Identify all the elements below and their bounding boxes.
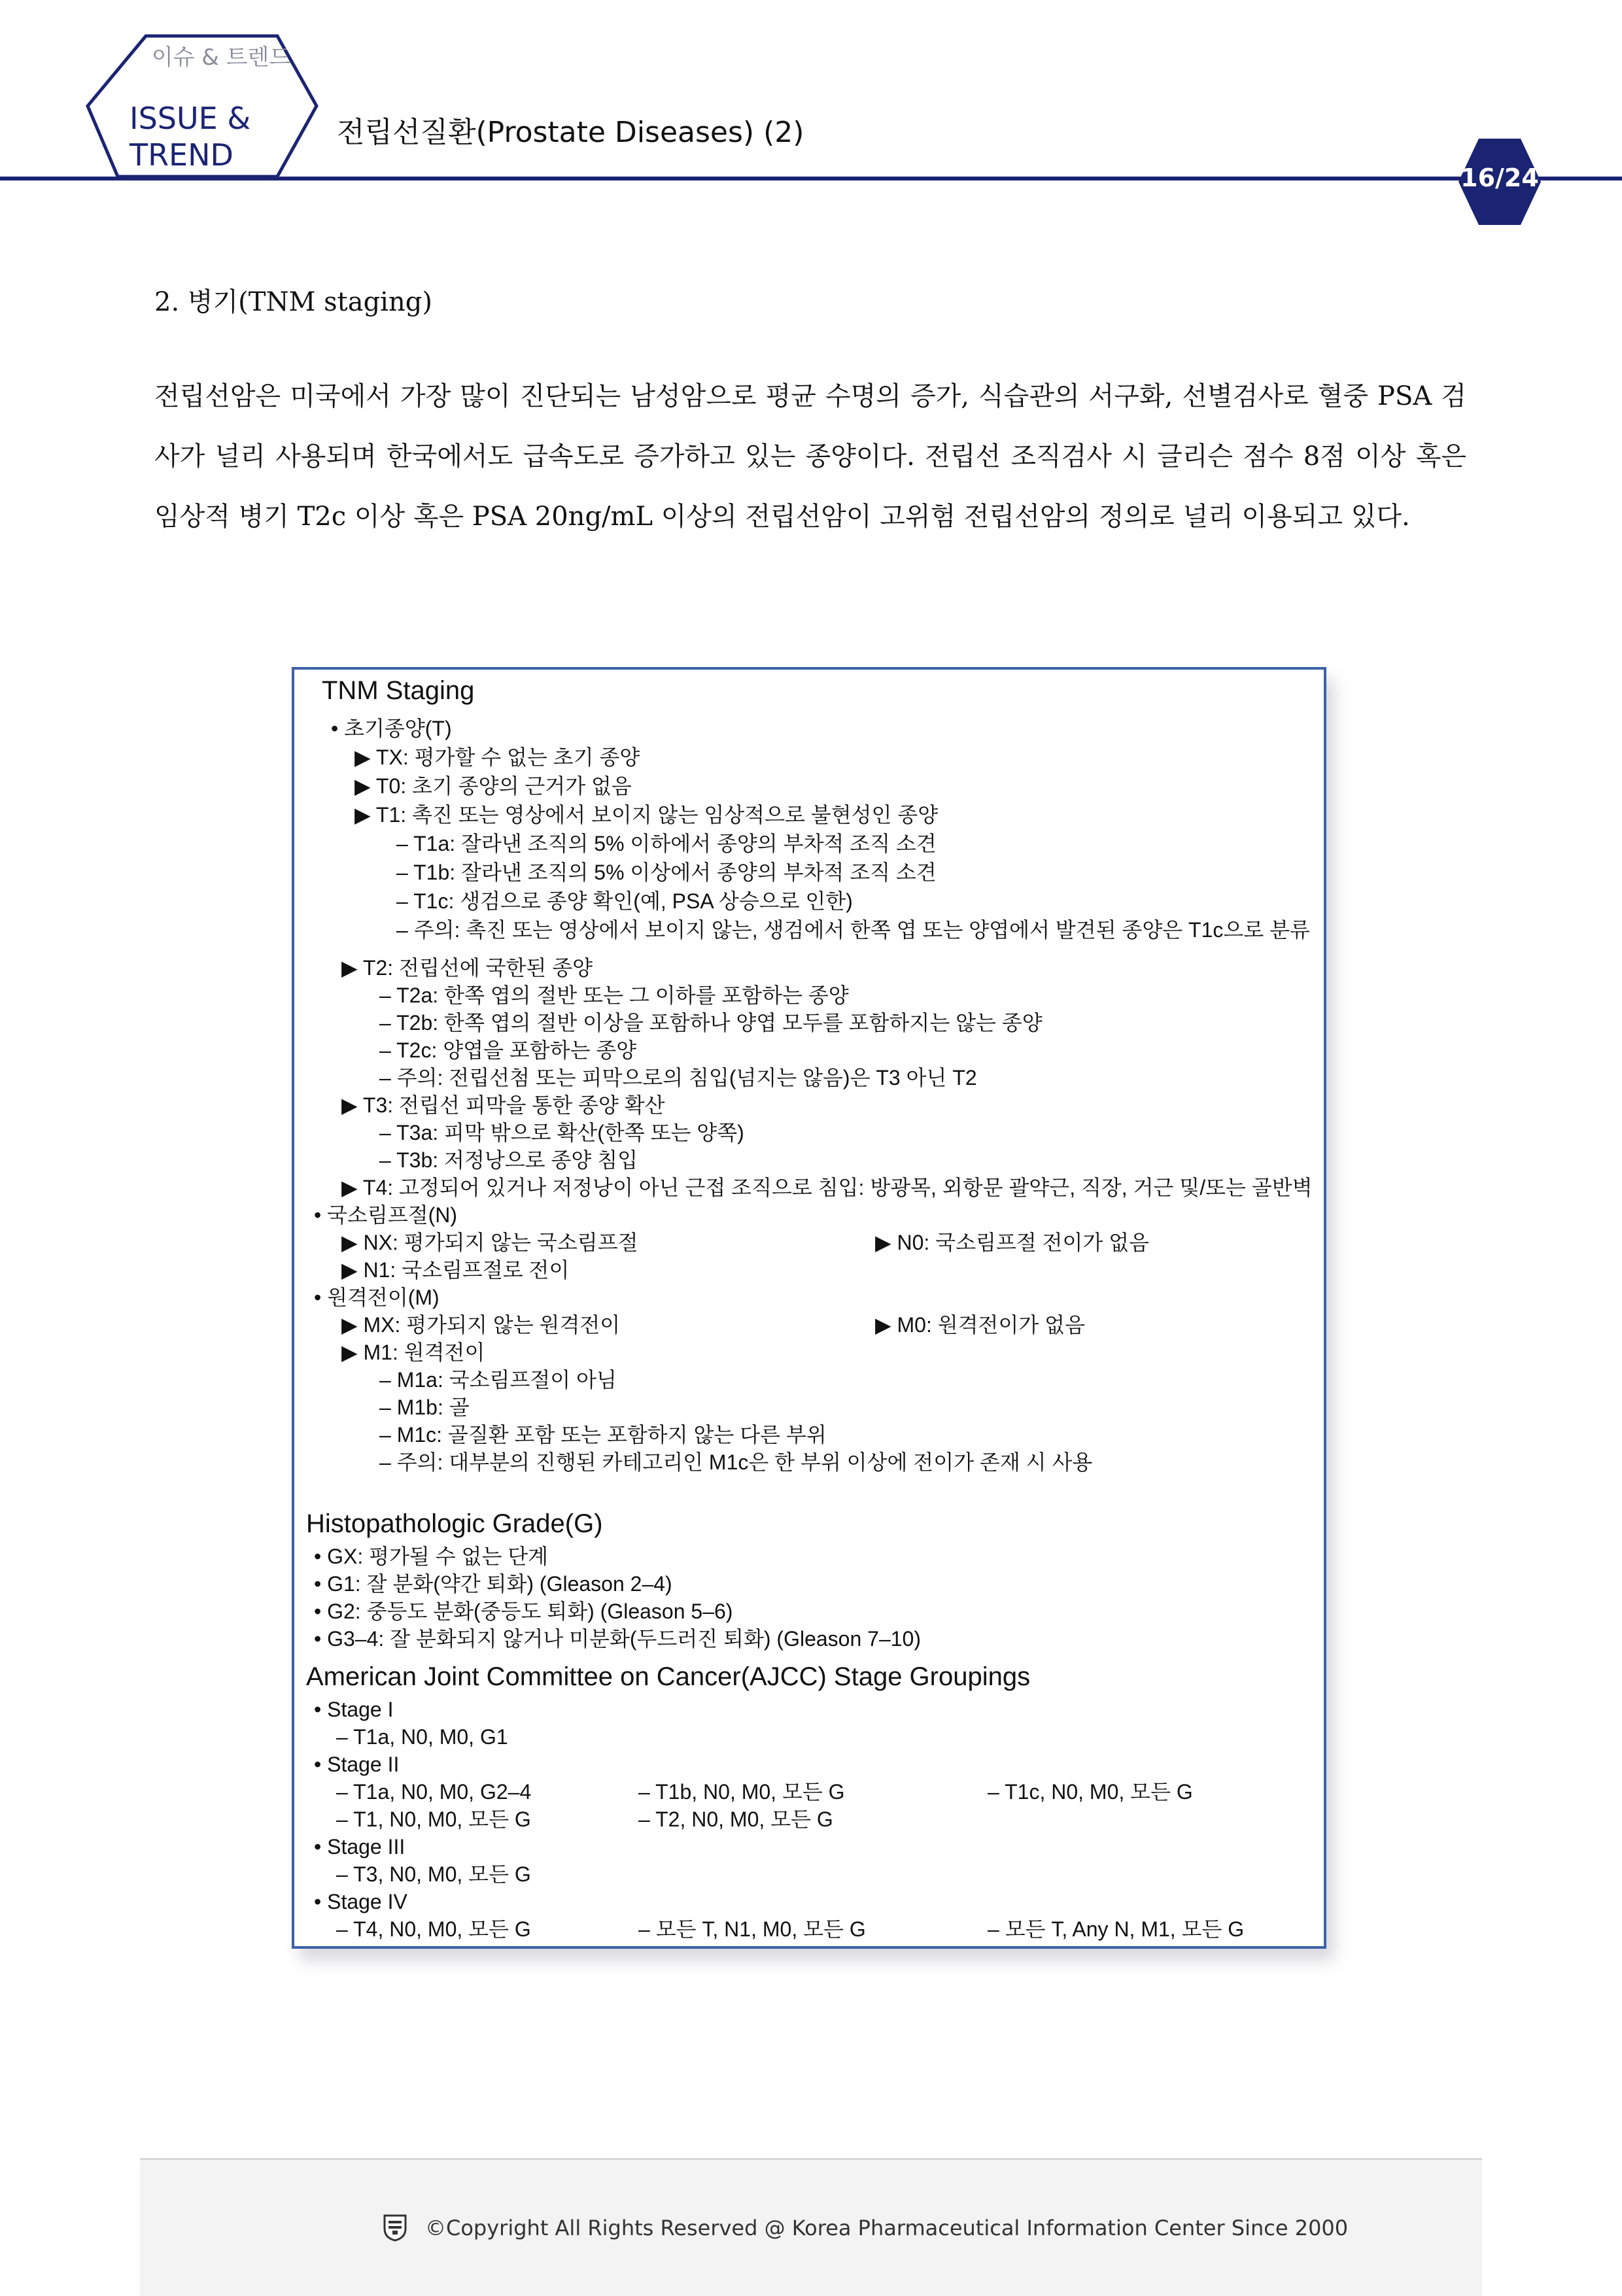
badge-subtitle: 이슈 & 트렌드 [151,44,291,71]
figure-line: ▶ TX: 평가할 수 없는 초기 종양 [354,745,640,769]
section-heading: 2. 병기(TNM staging) [154,287,432,317]
figure-line: – T3b: 저정낭으로 종양 침입 [379,1148,638,1172]
figure-line: – T1a: 잘라낸 조직의 5% 이하에서 종양의 부차적 조직 소견 [396,832,937,855]
figure-line: – T2, N0, M0, 모든 G [638,1808,833,1831]
figure-line: – 주의: 촉진 또는 영상에서 보이지 않는, 생검에서 한쪽 엽 또는 양엽에서 발견된 종양은 T1c으로 분류 [396,918,1310,942]
figure-line: • 초기종양(T) [331,717,452,740]
figure-line: ▶ T4: 고정되어 있거나 저정낭이 아닌 근접 조직으로 침입: 방광목, 외항문 괄약근, 직장, 거근 및/또는 골반벽 [341,1176,1313,1199]
figure-line: – T1b: 잘라낸 조직의 5% 이상에서 종양의 부차적 조직 소견 [396,861,937,884]
figure-line: ▶ T3: 전립선 피막을 통한 종양 확산 [341,1093,665,1117]
figure-line: – 주의: 전립선첨 또는 피막으로의 침입(넘지는 않음)은 T3 아닌 T2 [379,1066,977,1089]
figure-line: ▶ T2: 전립선에 국한된 종양 [341,956,593,980]
figure-line: • Stage III [314,1835,406,1859]
kpic-logo-icon [382,2213,408,2242]
figure-line: ▶ N0: 국소림프절 전이가 없음 [875,1231,1150,1254]
figure-line: – 모든 T, Any N, M1, 모든 G [988,1917,1245,1941]
figure-line: ▶ N1: 국소림프절로 전이 [341,1258,570,1282]
figure-line: • G2: 중등도 분화(중등도 퇴화) (Gleason 5–6) [314,1600,733,1623]
figure-line: • Stage I [314,1698,394,1721]
figure-line: – T2c: 양엽을 포함하는 종양 [379,1038,637,1062]
badge-title-line2: TREND [129,137,233,173]
page-number: 16/24 [1460,163,1539,192]
figure-line: – M1c: 골질환 포함 또는 포함하지 않는 다른 부위 [379,1423,827,1447]
figure-line: – T1c: 생검으로 종양 확인(예, PSA 상승으로 인한) [396,889,853,913]
figure-line: • G3–4: 잘 분화되지 않거나 미분화(두드러진 퇴화) (Gleason 7–10) [314,1627,922,1651]
figure-line: ▶ M0: 원격전이가 없음 [875,1313,1086,1337]
figure-line: ▶ T1: 촉진 또는 영상에서 보이지 않는 임상적으로 불현성인 종양 [354,803,939,827]
figure-line: – M1a: 국소림프절이 아님 [379,1368,617,1392]
figure-line: ▶ MX: 평가되지 않는 원격전이 [341,1313,621,1337]
figure-line: • Stage IV [314,1890,407,1913]
figure-line: – T3a: 피막 밖으로 확산(한쪽 또는 양쪽) [379,1121,744,1144]
figure-line: – T3, N0, M0, 모든 G [336,1862,531,1886]
figure-line: ▶ M1: 원격전이 [341,1341,485,1364]
figure-line: – 주의: 대부분의 진행된 카테고리인 M1c은 한 부위 이상에 전이가 존재 시 사용 [379,1450,1093,1474]
issue-trend-badge [84,34,319,184]
figure-heading-tnm: TNM Staging [322,676,475,705]
figure-line: – 모든 T, N1, M0, 모든 G [638,1917,866,1941]
figure-line: – M1b: 골 [379,1396,470,1419]
badge-title-line1: ISSUE & [129,101,251,136]
figure-line: – T1b, N0, M0, 모든 G [638,1780,845,1804]
figure-line: • 원격전이(M) [314,1286,440,1309]
figure-line: – T2a: 한쪽 엽의 절반 또는 그 이하를 포함하는 종양 [379,984,849,1007]
figure-line: • 국소림프절(N) [314,1203,458,1227]
figure-heading-grade: Histopathologic Grade(G) [306,1509,603,1538]
figure-line: – T1a, N0, M0, G2–4 [336,1780,532,1804]
page-title: 전립선질환(Prostate Diseases) (2) [337,116,804,149]
figure-line: – T1, N0, M0, 모든 G [336,1808,531,1831]
figure-line: • GX: 평가될 수 없는 단계 [314,1545,549,1568]
figure-line: – T1a, N0, M0, G1 [336,1725,508,1749]
footer-copyright: ©Copyright All Rights Reserved @ Korea Pharmaceutical Information Center Since 2000 [425,2216,1349,2240]
figure-heading-ajcc: American Joint Committee on Cancer(AJCC) Stage Groupings [306,1662,1031,1691]
figure-line: – T2b: 한쪽 엽의 절반 이상을 포함하나 양엽 모두를 포함하지는 않는 종양 [379,1011,1043,1035]
figure-line: • Stage II [314,1753,400,1776]
figure-line: • G1: 잘 분화(약간 퇴화) (Gleason 2–4) [314,1572,672,1596]
body-paragraph: 전립선암은 미국에서 가장 많이 진단되는 남성암으로 평균 수명의 증가, 식습관의 서구화, 선별검사로 혈중 PSA 검사가 널리 사용되며 한국에서도 급속도로 증가하고 있는 종양이다. 전립선 조직검사 시 글리슨 점수 8점 이상 혹은 임상적 병기 T2c 이상 혹은 PSA 20ng/mL 이상의 전립선암이 고위험 전립선암의 정의로 널리 이용되고 있다. [154,381,1466,532]
figure-line: – T4, N0, M0, 모든 G [336,1917,531,1941]
figure-line: ▶ T0: 초기 종양의 근거가 없음 [354,774,632,798]
figure-line: – T1c, N0, M0, 모든 G [988,1780,1193,1804]
figure-line: ▶ NX: 평가되지 않는 국소림프절 [341,1231,638,1254]
tnm-staging-figure [292,667,1326,1949]
